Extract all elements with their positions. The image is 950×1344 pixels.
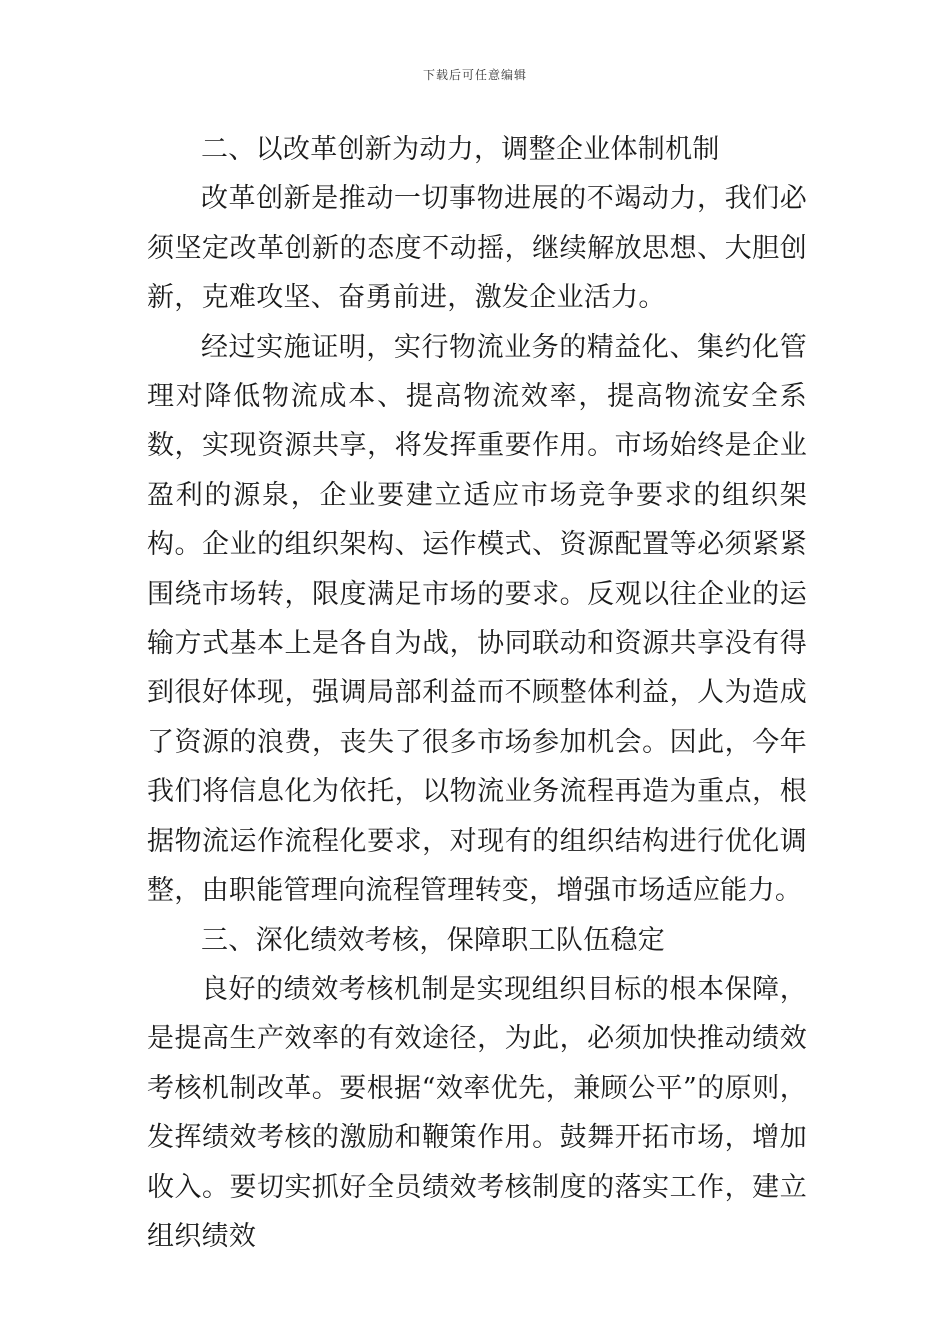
paragraph: 良好的绩效考核机制是实现组织目标的根本保障，是提高生产效率的有效途径，为此，必须加快推动绩效考核机制改革。要根据“效率优先，兼顾公平”的原则，发挥绩效考核的激励和鞭策作用。鼓舞开拓市场，增加收入。要切实抓好全员绩效考核制度的落实工作，建立组织绩效 <box>147 973 807 1252</box>
paragraph: 改革创新是推动一切事物进展的不竭动力，我们必须坚定改革创新的态度不动摇，继续解放思想、大胆创新，克难攻坚、奋勇前进，激发企业活力。 <box>147 183 807 314</box>
header-note: 下载后可任意编辑 <box>422 68 527 82</box>
section-heading: 二、以改革创新为动力，调整企业体制机制 <box>201 134 720 165</box>
document-body <box>147 125 807 1261</box>
paragraph: 经过实施证明，实行物流业务的精益化、集约化管理对降低物流成本、提高物流效率，提高物流安全系数，实现资源共享，将发挥重要作用。市场始终是企业盈利的源泉，企业要建立适应市场竞争要求的组织架构。企业的组织架构、运作模式、资源配置等必须紧紧围绕市场转，限度满足市场的要求。反观以往企业的运输方式基本上是各自为战，协同联动和资源共享没有得到很好体现，强调局部利益而不顾整体利益，人为造成了资源的浪费，丧失了很多市场参加机会。因此，今年我们将信息化为依托，以物流业务流程再造为重点，根据物流运作流程化要求，对现有的组织结构进行优化调整，由职能管理向流程管理转变，增强市场适应能力。 <box>147 331 807 907</box>
section-heading: 三、深化绩效考核，保障职工队伍稳定 <box>201 924 666 956</box>
